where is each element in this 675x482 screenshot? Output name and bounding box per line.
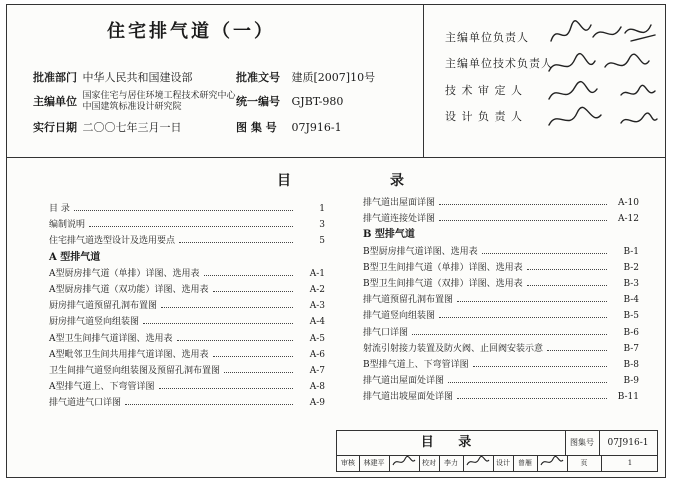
toc-entry-title: A 型排气道 bbox=[49, 251, 101, 263]
toc-entry-page: B-4 bbox=[623, 295, 639, 306]
approval-row-date bbox=[33, 119, 342, 135]
toc-entry-page: B-7 bbox=[623, 343, 639, 354]
toc-entry-title: A型厨房排气道（双功能）详图、选用表 bbox=[49, 284, 209, 295]
toc-entry bbox=[49, 233, 325, 249]
effective-date-label: 实行日期 bbox=[33, 121, 77, 134]
toc-entry-page: A-9 bbox=[309, 398, 325, 409]
approval-row-dept bbox=[33, 69, 375, 85]
toc-entry-title: A型毗邻卫生间共用排气道详图、选用表 bbox=[49, 349, 209, 360]
toc-leader-dots bbox=[547, 350, 607, 351]
signer-reviewer-label: 技 术 审 定 人 bbox=[445, 84, 523, 97]
toc-entry-page: B-1 bbox=[623, 246, 639, 257]
unified-number-value: GJBT-980 bbox=[291, 95, 344, 108]
signature-1 bbox=[551, 21, 655, 41]
title-block-cell: 林建平 bbox=[359, 455, 390, 472]
title-block-cell: 页 bbox=[567, 455, 602, 472]
toc-entry bbox=[363, 276, 639, 292]
title-block-cell: 李力 bbox=[439, 455, 464, 472]
toc-entry-title: 排气道预留孔洞布置图 bbox=[363, 295, 454, 306]
toc-right-column bbox=[363, 195, 639, 405]
toc-leader-dots bbox=[143, 323, 293, 324]
title-block-row-1 bbox=[337, 431, 657, 456]
toc-entry bbox=[363, 292, 639, 308]
toc-entry bbox=[49, 314, 325, 330]
signer-chief-unit bbox=[445, 29, 529, 45]
toc-entry-page: A-2 bbox=[309, 284, 325, 295]
toc-entry-title: 排气道竖向组装图 bbox=[363, 311, 436, 322]
toc-entry-page: A-6 bbox=[309, 349, 325, 360]
toc-entry bbox=[363, 244, 639, 260]
toc-entry-page: B-2 bbox=[623, 262, 639, 273]
toc-leader-dots bbox=[457, 398, 607, 399]
effective-date-value: 二〇〇七年三月一日 bbox=[82, 121, 182, 134]
drawing-frame bbox=[6, 4, 666, 478]
signer-designer bbox=[445, 108, 523, 124]
toc-entry-title: B型卫生间排气道（双排）详图、选用表 bbox=[363, 278, 523, 289]
toc-entry-page: B-5 bbox=[623, 311, 639, 322]
toc-entry bbox=[49, 379, 325, 395]
signature-3 bbox=[549, 82, 655, 99]
toc-entry bbox=[49, 266, 325, 282]
toc-leader-dots bbox=[527, 269, 607, 270]
toc-leader-dots bbox=[74, 210, 293, 211]
title-block-cell: 1 bbox=[627, 459, 633, 467]
toc-leader-dots bbox=[457, 301, 607, 302]
toc-entry-title: 厨房排气道预留孔洞布置图 bbox=[49, 301, 158, 312]
toc-leader-dots bbox=[213, 356, 293, 357]
toc-entry-page: 1 bbox=[319, 204, 325, 214]
header-divider bbox=[7, 157, 665, 158]
toc-entry bbox=[363, 325, 639, 341]
toc-leader-dots bbox=[482, 253, 607, 254]
toc-entry-page: A-8 bbox=[309, 382, 325, 393]
toc-entry bbox=[363, 357, 639, 373]
toc-entry-title: A型卫生间排气道详图、选用表 bbox=[49, 333, 173, 344]
toc-entry bbox=[49, 282, 325, 298]
toc-entry-title: 卫生间排气道竖向组装图及预留孔洞布置图 bbox=[49, 365, 221, 376]
atlas-number-value: 07J916-1 bbox=[291, 121, 342, 134]
toc-leader-dots bbox=[224, 372, 293, 373]
toc-leader-dots bbox=[213, 291, 293, 292]
toc-entry-page: 3 bbox=[319, 220, 325, 231]
title-block-cell: 设计 bbox=[493, 455, 514, 472]
title-block-atlas-label: 图集号 bbox=[565, 431, 600, 455]
toc-entry-page: A-1 bbox=[309, 268, 325, 279]
toc-entry-page: B-9 bbox=[623, 376, 639, 387]
toc-entry-title: A型厨房排气道（单排）详图、选用表 bbox=[49, 268, 200, 279]
toc-entry bbox=[363, 195, 639, 211]
approval-doc-value: 建质[2007]10号 bbox=[291, 71, 376, 84]
toc-leader-dots bbox=[161, 307, 293, 308]
approval-dept-label: 批准部门 bbox=[33, 71, 77, 84]
toc-entry-page: A-12 bbox=[618, 214, 639, 225]
approval-row-editor bbox=[33, 91, 343, 113]
toc-entry-page: B-11 bbox=[617, 392, 639, 403]
title-block-title: 目 录 bbox=[337, 431, 566, 455]
title-block-signature bbox=[463, 455, 494, 472]
toc-entry-title: 厨房排气道竖向组装图 bbox=[49, 317, 140, 328]
toc-leader-dots bbox=[159, 388, 293, 389]
toc-entry bbox=[363, 211, 639, 227]
toc-entry bbox=[49, 298, 325, 314]
editor-unit-line1: 国家住宅与居住环境工程技术研究中心 bbox=[82, 91, 236, 101]
toc-leader-dots bbox=[125, 404, 293, 405]
title-block-atlas-value: 07J916-1 bbox=[607, 438, 649, 448]
title-block-cell: 审核 bbox=[337, 455, 360, 472]
atlas-number-label: 图 集 号 bbox=[236, 121, 277, 134]
signer-tech-chief bbox=[445, 55, 553, 71]
toc-entry bbox=[363, 260, 639, 276]
toc-entry-title: 排气道出屋面处详图 bbox=[363, 376, 445, 387]
toc-entry-title: B型厨房排气道详图、选用表 bbox=[363, 246, 478, 257]
toc-leader-dots bbox=[439, 220, 607, 221]
toc-leader-dots bbox=[473, 366, 607, 367]
toc-entry-title: B型卫生间排气道（单排）详图、选用表 bbox=[363, 262, 523, 273]
toc-entry bbox=[49, 331, 325, 347]
page-title: 住宅排气道（一） bbox=[107, 21, 275, 42]
unified-number-label: 统一编号 bbox=[236, 95, 280, 108]
title-block-cell: 校对 bbox=[419, 455, 440, 472]
title-block-row-2 bbox=[337, 455, 657, 472]
toc-entry-title: 编制说明 bbox=[49, 220, 86, 231]
toc-entry bbox=[49, 363, 325, 379]
toc-leader-dots bbox=[89, 226, 293, 227]
toc-entry-title: 排气道进气口详图 bbox=[49, 398, 122, 409]
signer-designer-label: 设 计 负 责 人 bbox=[445, 110, 523, 123]
toc-entry bbox=[49, 201, 325, 217]
toc-leader-dots bbox=[439, 204, 607, 205]
signature-4 bbox=[549, 107, 657, 125]
editor-unit-label: 主编单位 bbox=[33, 95, 77, 108]
toc-entry bbox=[363, 341, 639, 357]
editor-unit-line2: 中国建筑标准设计研究院 bbox=[82, 102, 182, 112]
toc-leader-dots bbox=[204, 275, 293, 276]
toc-entry bbox=[49, 347, 325, 363]
title-block-signature bbox=[389, 455, 420, 472]
toc-leader-dots bbox=[179, 242, 293, 243]
toc-leader-dots bbox=[177, 340, 293, 341]
title-block-signature bbox=[537, 455, 568, 472]
toc-entry-page: 5 bbox=[319, 236, 325, 247]
toc-entry-page: A-5 bbox=[309, 333, 325, 344]
toc-entry-page: A-4 bbox=[309, 317, 325, 328]
toc-entry-page: A-10 bbox=[618, 198, 639, 208]
toc-leader-dots bbox=[439, 317, 607, 318]
toc-entry bbox=[363, 308, 639, 324]
toc-entry-title: 排气道出屋面详图 bbox=[363, 198, 436, 208]
editor-unit-value bbox=[82, 91, 236, 113]
header-vertical-divider bbox=[423, 5, 424, 157]
toc-leader-dots bbox=[412, 334, 607, 335]
toc-entry-title: 排气道出坡屋面处详图 bbox=[363, 392, 454, 403]
toc-entry-title: B型排气道上、下弯管详图 bbox=[363, 359, 469, 370]
toc-section-header bbox=[363, 227, 639, 243]
title-block-cell: 曾雁 bbox=[513, 455, 538, 472]
toc-heading-right: 录 bbox=[390, 173, 406, 189]
signer-tech-chief-label: 主编单位技术负责人 bbox=[445, 57, 553, 70]
toc-entry-title: 排气口详图 bbox=[363, 327, 409, 338]
toc-entry-title: 射流引射接力装置及防火阀、止回阀安装示意 bbox=[363, 343, 544, 354]
toc-entry-page: A-7 bbox=[309, 365, 325, 376]
toc-entry-page: B-3 bbox=[623, 278, 639, 289]
toc-heading-left: 目 bbox=[277, 173, 293, 189]
toc-leader-dots bbox=[527, 285, 607, 286]
toc-leader-dots bbox=[448, 382, 607, 383]
toc-entry-page: B-8 bbox=[623, 359, 639, 370]
toc-entry bbox=[49, 395, 325, 411]
toc-entry-page: A-3 bbox=[309, 301, 325, 312]
toc-entry bbox=[49, 217, 325, 233]
toc-entry-title: B 型排气道 bbox=[363, 229, 415, 241]
title-block bbox=[336, 430, 658, 472]
signer-chief-unit-label: 主编单位负责人 bbox=[445, 31, 529, 44]
toc-left-column bbox=[49, 201, 325, 411]
toc-entry bbox=[363, 373, 639, 389]
toc-entry-page: B-6 bbox=[623, 327, 639, 338]
handwritten-signatures bbox=[547, 17, 665, 137]
toc-section-header bbox=[49, 250, 325, 266]
approval-doc-label: 批准文号 bbox=[236, 71, 280, 84]
toc-entry-title: 排气道连接处详图 bbox=[363, 214, 436, 225]
signature-2 bbox=[549, 54, 649, 71]
toc-entry-title: 住宅排气道选型设计及选用要点 bbox=[49, 236, 176, 247]
toc-entry-title: A型排气道上、下弯管详图 bbox=[49, 382, 155, 393]
toc-entry-title: 目 录 bbox=[49, 204, 70, 214]
signer-reviewer bbox=[445, 82, 523, 98]
toc-entry bbox=[363, 389, 639, 405]
approval-dept-value: 中华人民共和国建设部 bbox=[82, 71, 193, 84]
